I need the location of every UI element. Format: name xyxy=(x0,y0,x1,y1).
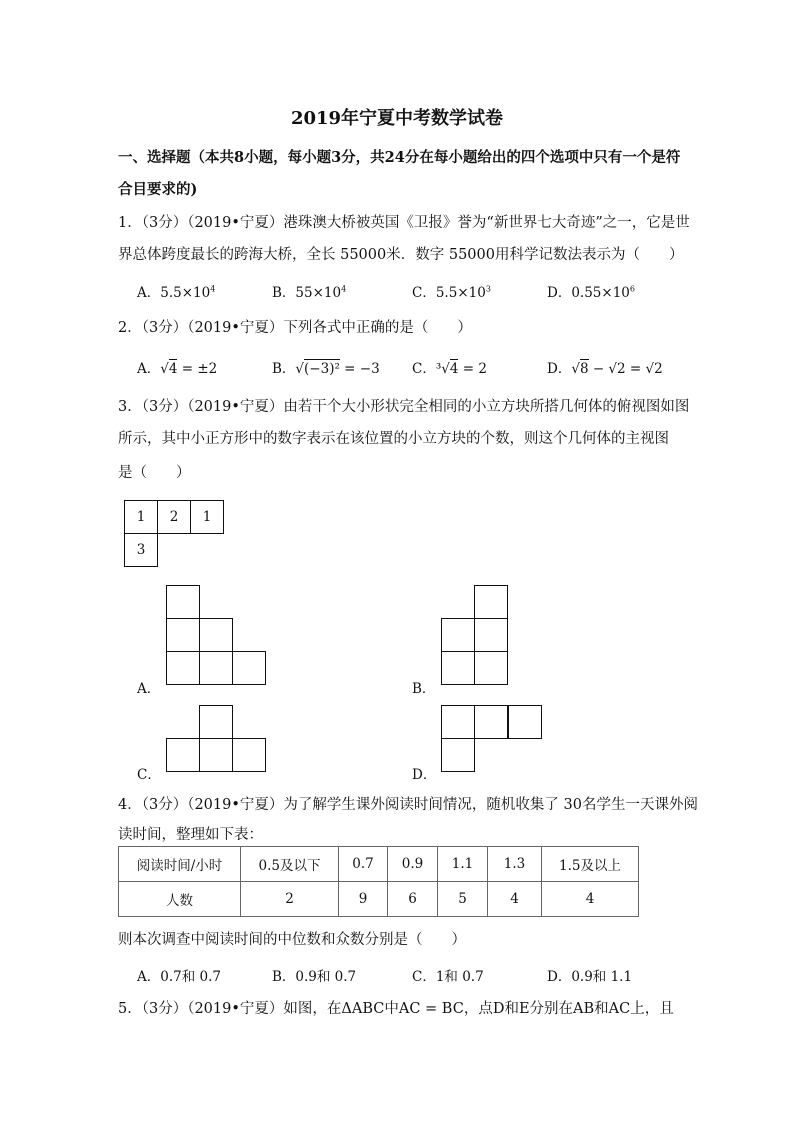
q4-option-d: D．0.9和 1.1 xyxy=(547,969,633,985)
top-view-cell: 1 xyxy=(190,500,224,534)
q3-option-b-label: B． xyxy=(412,681,436,697)
table-cell: 1.1 xyxy=(438,847,488,882)
cube-square xyxy=(232,738,266,772)
table-cell: 6 xyxy=(388,882,438,917)
table-cell: 0.7 xyxy=(339,847,388,882)
q3-option-d-label: D． xyxy=(412,767,437,783)
table-cell: 1.5及以上 xyxy=(542,847,639,882)
q4-option-a: A．0.7和 0.7 xyxy=(137,969,221,985)
q3-option-a-label: A． xyxy=(137,681,161,697)
q2-option-c: C．³√4 = 2 xyxy=(412,361,487,377)
cube-square xyxy=(199,651,233,685)
q4-option-c: C．1和 0.7 xyxy=(412,969,484,985)
table-cell: 1.3 xyxy=(488,847,542,882)
top-view-cell: 2 xyxy=(157,500,191,534)
q1-option-b: B．$55\times 10^4$ xyxy=(272,284,347,301)
cube-square xyxy=(441,738,475,772)
cube-square xyxy=(199,705,233,739)
q2-option-b: B．√(−3)² = −3 xyxy=(272,361,380,377)
cube-square xyxy=(474,585,508,619)
cube-square xyxy=(166,738,200,772)
q3-text-line3: 是（ ） xyxy=(118,465,191,481)
cube-square xyxy=(441,618,475,652)
cube-square xyxy=(199,738,233,772)
cube-square xyxy=(508,705,542,739)
table-cell: 0.5及以下 xyxy=(241,847,339,882)
section-heading-line1: 一、选择题（本共8小题，每小题3分，共24分在每小题给出的四个选项中只有一个是符 xyxy=(118,149,681,166)
cube-square xyxy=(199,618,233,652)
q4-text-line2: 读时间，整理如下表： xyxy=(118,827,263,843)
cube-square xyxy=(474,705,508,739)
q4-option-b: B．0.9和 0.7 xyxy=(272,969,357,985)
cube-square xyxy=(474,618,508,652)
top-view-cell: 1 xyxy=(124,500,158,534)
table-cell: 0.9 xyxy=(388,847,438,882)
table-cell: 阅读时间/小时 xyxy=(119,847,241,882)
table-cell: 9 xyxy=(339,882,388,917)
table-cell: 4 xyxy=(488,882,542,917)
section-heading-line2: 合目要求的) xyxy=(118,181,198,198)
table-cell: 5 xyxy=(438,882,488,917)
q2-text-line1: 2．（3分）（2019•宁夏）下列各式中正确的是（ ） xyxy=(118,320,472,336)
cube-square xyxy=(474,651,508,685)
q1-option-d: D．$0.55\times 10^6$ xyxy=(547,284,635,301)
q2-option-a: A．√4 = ±2 xyxy=(137,361,218,377)
q1-text-line1: 1．（3分）（2019•宁夏）港珠澳大桥被英国《卫报》誉为“新世界七大奇迹”之一，它是世 xyxy=(118,215,690,231)
cube-square xyxy=(166,585,200,619)
cube-square xyxy=(166,651,200,685)
q4-text-line1: 4．（3分）（2019•宁夏）为了解学生课外阅读时间情况，随机收集了 30名学生一天课外阅 xyxy=(118,797,698,813)
cube-square xyxy=(166,618,200,652)
q4-text-line3: 则本次调查中阅读时间的中位数和众数分别是（ ） xyxy=(118,932,466,948)
q1-option-c: C．$5.5\times 10^3$ xyxy=(412,284,491,301)
top-view-cell: 3 xyxy=(124,533,158,567)
q3-text-line2: 所示，其中小正方形中的数字表示在该位置的小立方块的个数，则这个几何体的主视图 xyxy=(118,431,669,447)
cube-square xyxy=(232,651,266,685)
q3-text-line1: 3．（3分）（2019•宁夏）由若干个大小形状完全相同的小立方块所搭几何体的俯视图如图 xyxy=(118,399,690,415)
q3-option-c-label: C． xyxy=(137,767,161,783)
q2-option-d: D．√8 − √2 = √2 xyxy=(547,361,663,377)
page-title: 2019年宁夏中考数学试卷 xyxy=(290,108,504,129)
q1-text-line2: 界总体跨度最长的跨海大桥，全长 55000米．数字 55000用科学记数法表示为（ ） xyxy=(118,247,684,263)
table-row xyxy=(119,882,639,917)
q4-data-table xyxy=(118,846,639,917)
table-cell: 2 xyxy=(241,882,339,917)
table-cell: 4 xyxy=(542,882,639,917)
q5-text-line1: 5．（3分）（2019•宁夏）如图，在ΔABC中AC = BC，点D和E分别在AB和AC上，且 xyxy=(118,1001,674,1017)
cube-square xyxy=(441,705,475,739)
table-cell: 人数 xyxy=(119,882,241,917)
cube-square xyxy=(441,651,475,685)
table-row xyxy=(119,847,639,882)
q1-option-a: A．$5.5\times 10^4$ xyxy=(137,284,216,301)
